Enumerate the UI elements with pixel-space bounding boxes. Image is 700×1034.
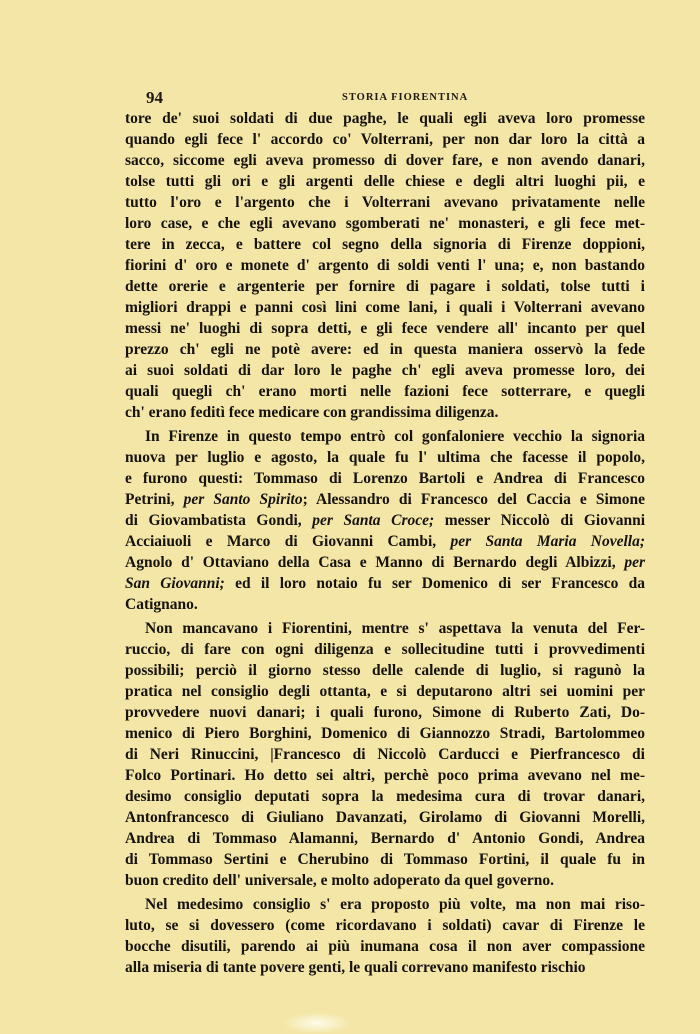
text-segment: di Giovambatista Gondi, [125,512,313,529]
text-line [125,573,645,594]
text-line: tolse tutti gli ori e gli argenti delle chiese e degli altri luoghi pii, e [125,173,645,190]
text-line: Nel medesimo consiglio s' era proposto più volte, ma non mai riso- [145,896,645,913]
text-line: Andrea di Tommaso Alamanni, Bernardo d' Antonio Gondi, Andrea [125,830,645,847]
italic-segment: San Giovanni; [125,575,225,592]
text-segment: Agnolo d' Ottaviano della Casa e Manno di Bernardo degli Albizzi, [125,554,625,571]
paragraph [125,618,645,891]
text-segment: ; Alessandro di Francesco del Caccia e Simone [302,491,645,508]
text-line: sacco, siccome egli aveva promesso di dover fare, e non avendo danari, [125,152,645,169]
text-line: prezzo ch' egli ne potè avere: ed in questa maniera osservò la fede [125,341,645,358]
text-line: quando egli fece l' accordo co' Volterrani, per non dar loro la città a [125,131,645,148]
text-line: e furono questi: Tommaso di Lorenzo Bartoli e Andrea di Francesco [125,470,645,487]
text-line: tore de' suoi soldati di due paghe, le quali egli aveva loro promesse [125,110,645,127]
text-line: possibili; perciò il giorno stesso delle calende di luglio, si ragunò la [125,662,645,679]
text-line: provvedere nuovi danari; i quali furono, Simone di Ruberto Zati, Do- [125,704,645,721]
text-line: ai suoi soldati di dar loro le paghe ch' egli aveva promesse loro, dei [125,362,645,379]
text-line [125,489,645,510]
paragraph [125,426,645,615]
text-line: menico di Piero Borghini, Domenico di Giannozzo Stradi, Bartolommeo [125,725,645,742]
text-line: ruccio, di fare con ogni diligenza e sollecitudine tutti i provvedimenti [125,641,645,658]
text-line: dette orerie e argenterie per fornire di pagare i soldati, tolse tutti i [125,278,645,295]
text-line: Antonfrancesco di Giuliano Davanzati, Girolamo di Giovanni Morelli, [125,809,645,826]
text-segment: ed il loro notaio fu ser Domenico di ser Francesco da [224,575,645,592]
text-line [125,510,645,531]
italic-segment: per Santa Croce; [312,512,435,529]
text-line: desimo consiglio deputati sopra la medesima cura di trovar danari, [125,788,645,805]
text-line: tutto l'oro e l'argento che i Volterrani avevano privatamente nelle [125,194,645,211]
page-smudge [282,1012,352,1034]
running-head [146,88,546,108]
text-line: migliori drappi e panni così lini come lani, i quali i Volterrani avevano [125,299,645,316]
italic-segment: per Santa Maria Novella; [450,533,645,550]
text-line: bocche disutili, parendo ai più inumana cosa il non aver compassione [125,938,645,955]
text-line: ch' erano feditì fece medicare con grandissima diligenza. [125,404,499,421]
text-line: Catignano. [125,596,198,613]
text-line: di Tommaso Sertini e Cherubino di Tommaso Fortini, il quale fu in [125,851,645,868]
text-line: pratica nel consiglio degli ottanta, e si deputarono altri sei uomini per [125,683,645,700]
text-line: fiorini d' oro e monete d' argento di soldi venti l' una; e, non bastando [125,257,645,274]
text-segment: Acciaiuoli e Marco di Giovanni Cambi, [125,533,451,550]
text-line: alla miseria di tante povere genti, le quali correvano manifesto rischio [125,959,586,976]
text-line: di Neri Rinuccini, |Francesco di Niccolò Carducci e Pierfrancesco di [125,746,645,763]
paragraph [125,108,645,423]
text-line [125,531,645,552]
text-line: luto, se si dovessero (come ricordavano i soldati) cavar di Firenze le [125,917,645,934]
page-number: 94 [146,88,163,107]
italic-segment: per [624,554,645,571]
text-line: tere in zecca, e battere col segno della signoria di Firenze doppioni, [125,236,645,253]
text-segment: Petrini, [125,491,184,508]
text-line: Non mancavano i Fiorentini, mentre s' aspettava la venuta del Fer- [145,620,645,637]
italic-segment: per Santo Spirito [183,491,303,508]
paragraph [125,894,645,978]
text-line: loro case, e che egli avevano sgomberati ne' monasteri, e gli fece met- [125,215,645,232]
text-line: In Firenze in questo tempo entrò col gonfaloniere vecchio la signoria [145,428,645,445]
body-text [125,108,645,978]
text-segment: messer Niccolò di Giovanni [434,512,646,529]
text-line: Folco Portinari. Ho detto sei altri, perchè poco prima avevano nel me- [125,767,645,784]
text-line: messi ne' luoghi di sopra detti, e gli fece vendere all' incanto per quel [125,320,645,337]
text-line: buon credito dell' universale, e molto adoperato da quel governo. [125,872,554,889]
text-line [125,552,645,573]
text-line: nuova per luglio e agosto, la quale fu l' ultima che facesse il popolo, [125,449,645,466]
running-title: STORIA FIORENTINA [342,92,469,103]
text-line: quali quegli ch' erano morti nelle fazioni fece sotterrare, e quegli [125,383,645,400]
